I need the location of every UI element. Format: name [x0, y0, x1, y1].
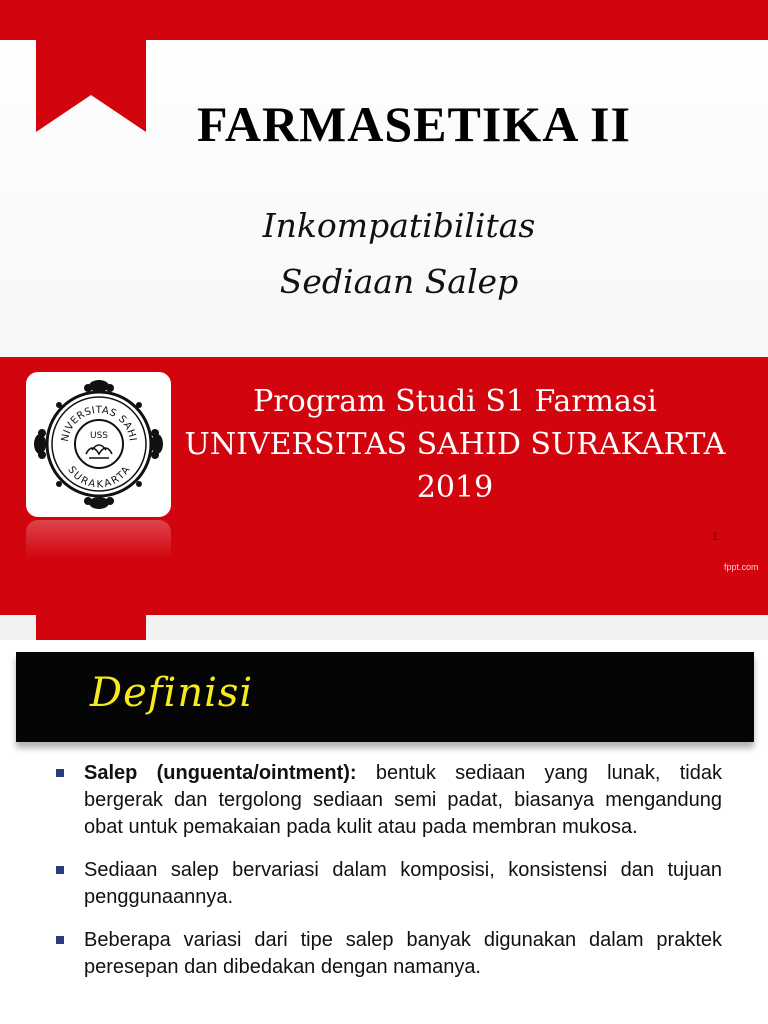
slide-heading: Definisi [90, 670, 254, 716]
seal-bottom-text: SURAKARTA [65, 464, 133, 491]
bullet-text: Sediaan salep bervariasi dalam komposisi, konsistensi dan tujuan penggunaannya. [84, 859, 722, 908]
list-item [56, 927, 722, 981]
program-info [170, 380, 740, 509]
seal-center-text: USS [89, 431, 109, 441]
square-bullet-icon [56, 769, 64, 777]
red-band-tab [36, 610, 146, 640]
uss-seal-icon [26, 372, 171, 517]
subtitle-line-2: Sediaan Salep [279, 262, 519, 301]
definition-slide [0, 640, 768, 1024]
list-item [56, 857, 722, 911]
presentation-subtitle [0, 198, 768, 310]
bullet-text: bentuk sediaan yang lunak, tidak bergerak dan tergolong sediaan semi padat, biasanya mengandung obat untuk pemakaian pada kulit atau pada membran mukosa. [84, 762, 722, 838]
logo-reflection [26, 520, 171, 558]
list-item [56, 760, 722, 841]
page-number: 1 [712, 531, 719, 543]
program-name: Program Studi S1 Farmasi [253, 384, 657, 419]
bullet-text: Beberapa variasi dari tipe salep banyak digunakan dalam praktek peresepan dan dibedakan dengan namanya. [84, 929, 722, 978]
subtitle-line-1: Inkompatibilitas [262, 206, 536, 245]
bullet-list [56, 760, 722, 997]
square-bullet-icon [56, 936, 64, 944]
heading-bar [16, 652, 754, 742]
university-logo [26, 372, 171, 517]
square-bullet-icon [56, 866, 64, 874]
seal-top-text: NIVERSITAS SAHI [59, 404, 138, 443]
term-label: Salep (unguenta/ointment): [84, 762, 357, 784]
fppt-watermark: fppt.com [724, 562, 759, 572]
university-name: UNIVERSITAS SAHID SURAKARTA [184, 427, 726, 462]
presentation-title: FARMASETIKA II [197, 96, 631, 152]
year-label: 2019 [416, 470, 494, 505]
